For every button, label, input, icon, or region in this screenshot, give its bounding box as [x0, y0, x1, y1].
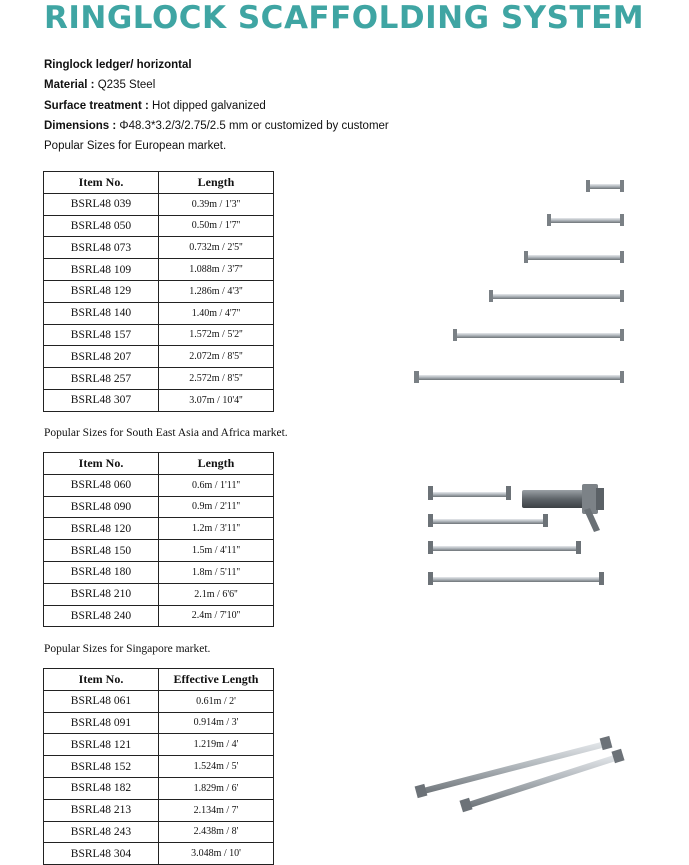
item-no-cell: BSRL48 129 — [44, 280, 159, 302]
item-no-cell: BSRL48 109 — [44, 259, 159, 281]
item-no-cell: BSRL48 120 — [44, 518, 159, 540]
item-no-cell: BSRL48 060 — [44, 474, 159, 496]
length-cell: 0.9m / 2'11'' — [159, 496, 274, 518]
item-no-cell: BSRL48 061 — [44, 690, 159, 712]
col-header-item: Item No. — [44, 669, 159, 691]
length-cell: 2.4m / 7'10'' — [159, 605, 274, 627]
col-header-length: Length — [159, 453, 274, 475]
length-cell: 1.524m / 5' — [159, 756, 274, 778]
col-header-item: Item No. — [44, 453, 159, 475]
item-no-cell: BSRL48 039 — [44, 193, 159, 215]
item-no-cell: BSRL48 210 — [44, 583, 159, 605]
length-cell: 1.088m / 3'7'' — [159, 259, 274, 281]
length-cell: 3.07m / 10'4'' — [159, 389, 274, 411]
item-no-cell: BSRL48 090 — [44, 496, 159, 518]
item-no-cell: BSRL48 180 — [44, 561, 159, 583]
ledger-140-image — [453, 329, 624, 341]
length-cell: 2.134m / 7' — [159, 799, 274, 821]
item-no-cell: BSRL48 243 — [44, 821, 159, 843]
col-header-item: Item No. — [44, 172, 159, 194]
dimensions-line: Dimensions : Φ48.3*3.2/3/2.75/2.5 mm or customized by customer — [44, 119, 389, 132]
item-no-cell: BSRL48 152 — [44, 756, 159, 778]
length-cell: 1.572m / 5'2'' — [159, 324, 274, 346]
length-cell: 2.572m / 8'5'' — [159, 368, 274, 390]
item-no-cell: BSRL48 307 — [44, 389, 159, 411]
length-cell: 2.072m / 8'5'' — [159, 346, 274, 368]
ledger-050-image — [547, 214, 624, 226]
item-no-cell: BSRL48 257 — [44, 368, 159, 390]
ledger-109-image — [489, 290, 624, 302]
length-cell: 1.829m / 6' — [159, 777, 274, 799]
item-no-cell: BSRL48 073 — [44, 237, 159, 259]
length-cell: 1.286m / 4'3'' — [159, 280, 274, 302]
length-cell: 0.39m / 1'3'' — [159, 193, 274, 215]
ledger-307-image — [414, 371, 624, 383]
item-no-cell: BSRL48 240 — [44, 605, 159, 627]
ledger-head-closeup-image — [522, 484, 604, 532]
length-cell: 1.219m / 4' — [159, 734, 274, 756]
material-line: Material : Q235 Steel — [44, 79, 156, 92]
ledger-073-image — [524, 251, 624, 263]
item-no-cell: BSRL48 213 — [44, 799, 159, 821]
length-cell: 1.40m / 4'7'' — [159, 302, 274, 324]
item-no-cell: BSRL48 182 — [44, 777, 159, 799]
item-no-cell: BSRL48 207 — [44, 346, 159, 368]
col-header-effective-length: Effective Length — [159, 669, 274, 691]
length-cell: 0.50m / 1'7'' — [159, 215, 274, 237]
length-cell: 2.438m / 8' — [159, 821, 274, 843]
singapore-caption: Popular Sizes for Singapore market. — [44, 643, 211, 655]
item-no-cell: BSRL48 121 — [44, 734, 159, 756]
product-name: Ringlock ledger/ horizontal — [44, 59, 192, 71]
item-no-cell: BSRL48 050 — [44, 215, 159, 237]
sea-africa-ledger-images — [428, 484, 604, 585]
ledger-long-image — [428, 541, 581, 554]
length-cell: 0.61m / 2' — [159, 690, 274, 712]
length-cell: 1.8m / 5'11'' — [159, 561, 274, 583]
item-no-cell: BSRL48 140 — [44, 302, 159, 324]
item-no-cell: BSRL48 150 — [44, 540, 159, 562]
ledger-039-image — [586, 180, 624, 192]
page-title: RINGLOCK SCAFFOLDING SYSTEM — [44, 0, 645, 36]
length-cell: 2.1m / 6'6'' — [159, 583, 274, 605]
ledger-mid-image — [428, 514, 548, 527]
singapore-ledger-images — [415, 736, 625, 812]
length-cell: 1.2m / 3'11'' — [159, 518, 274, 540]
ledger-short-image — [428, 486, 511, 500]
item-no-cell: BSRL48 157 — [44, 324, 159, 346]
length-cell: 3.048m / 10' — [159, 843, 274, 865]
european-ledger-images — [414, 180, 624, 383]
surface-line: Surface treatment : Hot dipped galvanized — [44, 99, 266, 112]
length-cell: 0.732m / 2'5'' — [159, 237, 274, 259]
european-note: Popular Sizes for European market. — [44, 140, 227, 153]
length-cell: 0.914m / 3' — [159, 712, 274, 734]
length-cell: 0.6m / 1'11'' — [159, 474, 274, 496]
item-no-cell: BSRL48 304 — [44, 843, 159, 865]
item-no-cell: BSRL48 091 — [44, 712, 159, 734]
length-cell: 1.5m / 4'11'' — [159, 540, 274, 562]
sea-africa-caption: Popular Sizes for South East Asia and Africa market. — [44, 427, 288, 439]
ledger-longest-image — [428, 572, 604, 585]
col-header-length: Length — [159, 172, 274, 194]
